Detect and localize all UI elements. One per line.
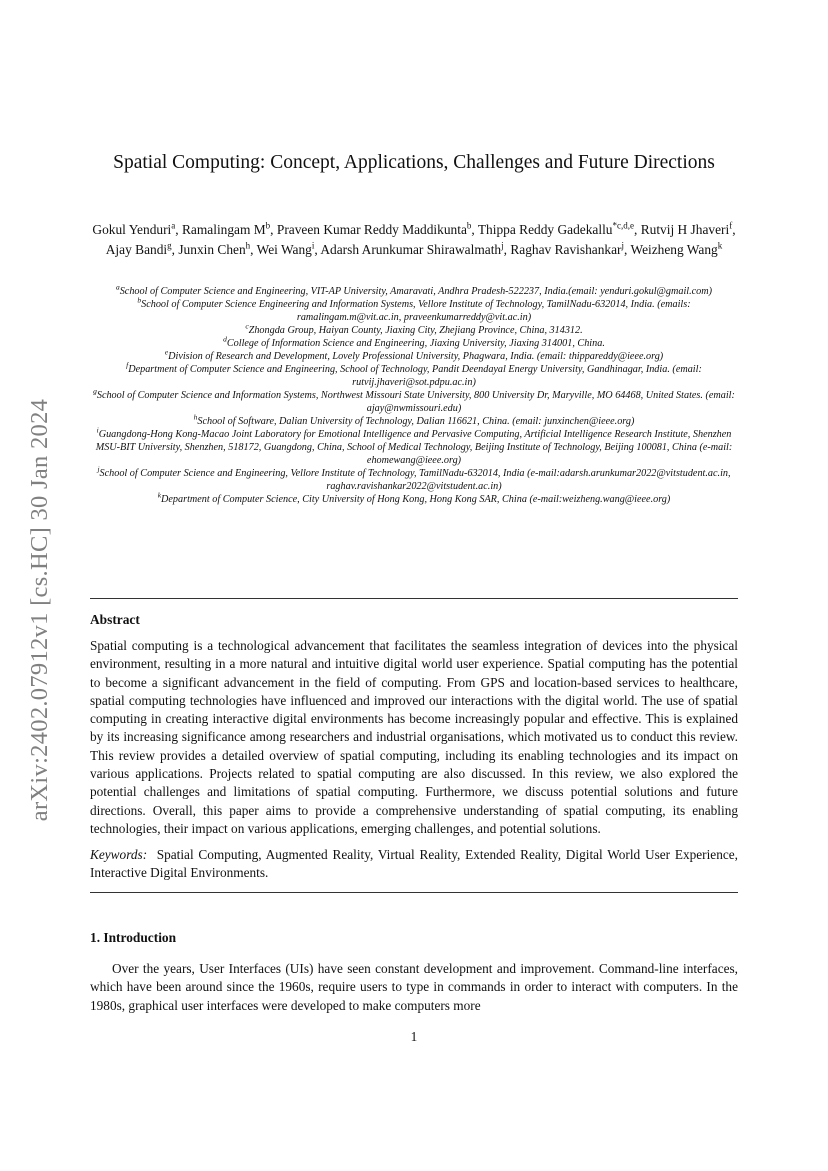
affiliation-text: School of Computer Science and Engineering, Vellore Institute of Technology, TamilNadu-632014, India (e-mail:adarsh.arunkumar2022@vitstudent.ac.in, raghav.ravishankar2022@vitstudent.ac.in) xyxy=(99,468,731,492)
author-affiliation-mark: g xyxy=(167,240,172,251)
author-affiliation-mark: *c,d,e xyxy=(612,220,634,231)
affiliation-entry xyxy=(86,347,742,363)
author-name: Adarsh Arunkumar Shirawalmath xyxy=(320,242,502,257)
affiliation-mark: k xyxy=(157,490,162,500)
affiliation-mark: i xyxy=(96,425,99,435)
author-name: Ajay Bandi xyxy=(105,242,168,257)
author-name: Raghav Ravishankar xyxy=(510,242,622,257)
introduction-body: Over the years, User Interfaces (UIs) have seen constant development and improvement. Command-line interfaces, which have been around since the 1960s, require users to type in commands in order to interact with computers. In the 1980s, graphical user interfaces were developed to make computers more xyxy=(90,961,738,1013)
author-name: Praveen Kumar Reddy Maddikunta xyxy=(276,222,467,237)
author-entry xyxy=(106,242,172,257)
author-entry xyxy=(92,222,175,237)
affiliation-text: Zhongda Group, Haiyan County, Jiaxing City, Zhejiang Province, China, 314312. xyxy=(248,325,583,336)
affiliation-text: Guangdong-Hong Kong-Macao Joint Laboratory for Emotional Intelligence and Pervasive Computing, Artificial Intelligence Research Institute, Shenzhen MSU-BIT University, Shenzhen, 518172, Guangdong, China, School of Medical Technology, Beijing Institute of Technology, Beijing 100081, China (e-mail: ehomewang@ieee.org) xyxy=(95,429,733,466)
author-name: Thippa Reddy Gadekallu xyxy=(477,222,613,237)
affiliation-mark: a xyxy=(115,282,120,292)
keywords-label: Keywords: xyxy=(90,847,148,862)
arxiv-identifier-text: arXiv:2402.07912v1 [cs.HC] 30 Jan 2024 xyxy=(26,398,54,822)
author-entry xyxy=(510,242,624,257)
author-list: Gokul Yenduri$^a$, Ramalingam $M^b$, Praveen Kumar Reddy Maddikunta$^b$, Thippa Reddy Gadekallu$^{*c,d,e}$, Rutvij H Jhaveri$^f$, Ajay Bandi$^g$, Junxin Chen$^h$, Wei Wang$^i$, Adarsh Arunkumar Shirawalmath$^j$, Raghav Ravishankar$^j$, Weizheng Wang$^k$ xyxy=(92,220,736,257)
author-entry xyxy=(277,222,472,237)
author-entry xyxy=(182,222,270,237)
paper-title: Spatial Computing: Concept, Applications, Challenges and Future Directions xyxy=(113,152,715,173)
affiliation-text: Department of Computer Science, City University of Hong Kong, Hong Kong SAR, China (e-mail:weizheng.wang@ieee.org) xyxy=(161,494,671,505)
author-affiliation-mark: i xyxy=(311,240,315,251)
author-entry xyxy=(257,242,315,257)
affiliation-list xyxy=(86,282,742,506)
affiliation-text: School of Software, Dalian University of Technology, Dalian 116621, China. (email: junxinchen@ieee.org) xyxy=(197,416,635,427)
affiliation-mark: e xyxy=(164,347,169,357)
affiliation-mark: f xyxy=(126,360,129,370)
affiliation-entry xyxy=(86,386,742,415)
author-name: Wei Wang xyxy=(256,242,312,257)
author-entry xyxy=(641,222,733,237)
author-affiliation-mark: b xyxy=(265,220,271,231)
affiliation-entry xyxy=(86,412,742,428)
page-number: 1 xyxy=(410,1029,418,1044)
author-affiliation-mark: b xyxy=(466,220,472,231)
affiliation-mark: h xyxy=(193,412,198,422)
arxiv-identifier-stamp xyxy=(18,372,62,848)
affiliation-entry xyxy=(86,321,742,337)
affiliation-mark: c xyxy=(245,321,249,331)
keywords-block xyxy=(90,846,738,882)
author-name: Rutvij H Jhaveri xyxy=(640,222,730,237)
affiliation-entry xyxy=(86,334,742,350)
affiliation-text: Division of Research and Development, Lovely Professional University, Phagwara, India. (email: thippareddy@ieee.org) xyxy=(168,351,664,362)
author-entry xyxy=(478,222,634,237)
author-entry xyxy=(631,242,723,257)
abstract-heading: Abstract xyxy=(90,612,140,627)
affiliation-entry xyxy=(86,464,742,493)
affiliation-text: School of Computer Science and Information Systems, Northwest Missouri State University, 800 University Dr, Maryville, MO 64468, United States. (email: ajay@nwmissouri.edu) xyxy=(96,390,735,414)
affiliation-text: School of Computer Science and Engineering, VIT-AP University, Amaravati, Andhra Pradesh-522237, India.(email: yenduri.gokul@gmail.com) xyxy=(119,286,713,297)
author-affiliation-mark: a xyxy=(171,220,176,231)
author-name: Ramalingam M xyxy=(181,222,266,237)
author-entry xyxy=(178,242,250,257)
affiliation-entry xyxy=(86,282,742,298)
author-name: Weizheng Wang xyxy=(630,242,718,257)
abstract-body: Spatial computing is a technological advancement that facilitates the seamless integration of devices into the physical environment, resulting in a more natural and intuitive digital world user experience. Spatial computing has the potential to become a significant advancement in the field of computing. From GPS and location-based services to healthcare, spatial computing technologies have influenced and improved our interactions with the digital world. The use of spatial computing in creating interactive digital environments has become increasingly popular and effective. This is explained by its increasing significance among researchers and industrial organisations, which motivated us to conduct this review. This review provides a detailed overview of spatial computing, including its enabling technologies and its impact on various applications. Projects related to spatial computing are also discussed. In this review, we also explored the potential challenges and limitations of spatial computing. Furthermore, we discuss potential solutions and future directions. Overall, this paper aims to provide a comprehensive understanding of spatial computing, its enabling technologies, their impact on various applications, emerging challenges, and potential solutions. xyxy=(90,638,738,836)
affiliation-text: Department of Computer Science and Engineering, School of Technology, Pandit Deendayal Energy University, Gandhinagar, India. (email: rutvij.jhaveri@sot.pdpu.ac.in) xyxy=(128,364,702,388)
author-name: Gokul Yenduri xyxy=(92,222,172,237)
affiliation-entry xyxy=(86,295,742,324)
author-affiliation-mark: f xyxy=(729,220,733,231)
affiliation-entry xyxy=(86,360,742,389)
affiliation-mark: d xyxy=(223,334,227,344)
keywords-text: Spatial Computing, Augmented Reality, Virtual Reality, Extended Reality, Digital World User Experience, Interactive Digital Environments. xyxy=(90,847,738,880)
author-affiliation-mark: j xyxy=(501,240,504,251)
section-heading-introduction: 1. Introduction xyxy=(90,930,177,945)
affiliation-entry xyxy=(86,490,742,506)
affiliation-entry xyxy=(86,425,742,467)
author-entry xyxy=(320,242,503,257)
abstract-bottom-rule xyxy=(90,892,738,893)
author-affiliation-mark: h xyxy=(245,240,251,251)
author-affiliation-mark: k xyxy=(717,240,723,251)
affiliation-mark: b xyxy=(137,295,142,305)
author-affiliation-mark: j xyxy=(621,240,625,251)
abstract-top-rule xyxy=(90,598,738,599)
affiliation-text: College of Information Science and Engineering, Jiaxing University, Jiaxing 314001, China. xyxy=(226,338,605,349)
author-name: Junxin Chen xyxy=(178,242,246,257)
affiliation-text: School of Computer Science Engineering and Information Systems, Vellore Institute of Technology, TamilNadu-632014, India. (emails: ramalingam.m@vit.ac.in, praveenkumarreddy@vit.ac.in) xyxy=(141,299,691,323)
affiliation-mark: j xyxy=(97,464,100,474)
affiliation-mark: g xyxy=(93,386,97,396)
